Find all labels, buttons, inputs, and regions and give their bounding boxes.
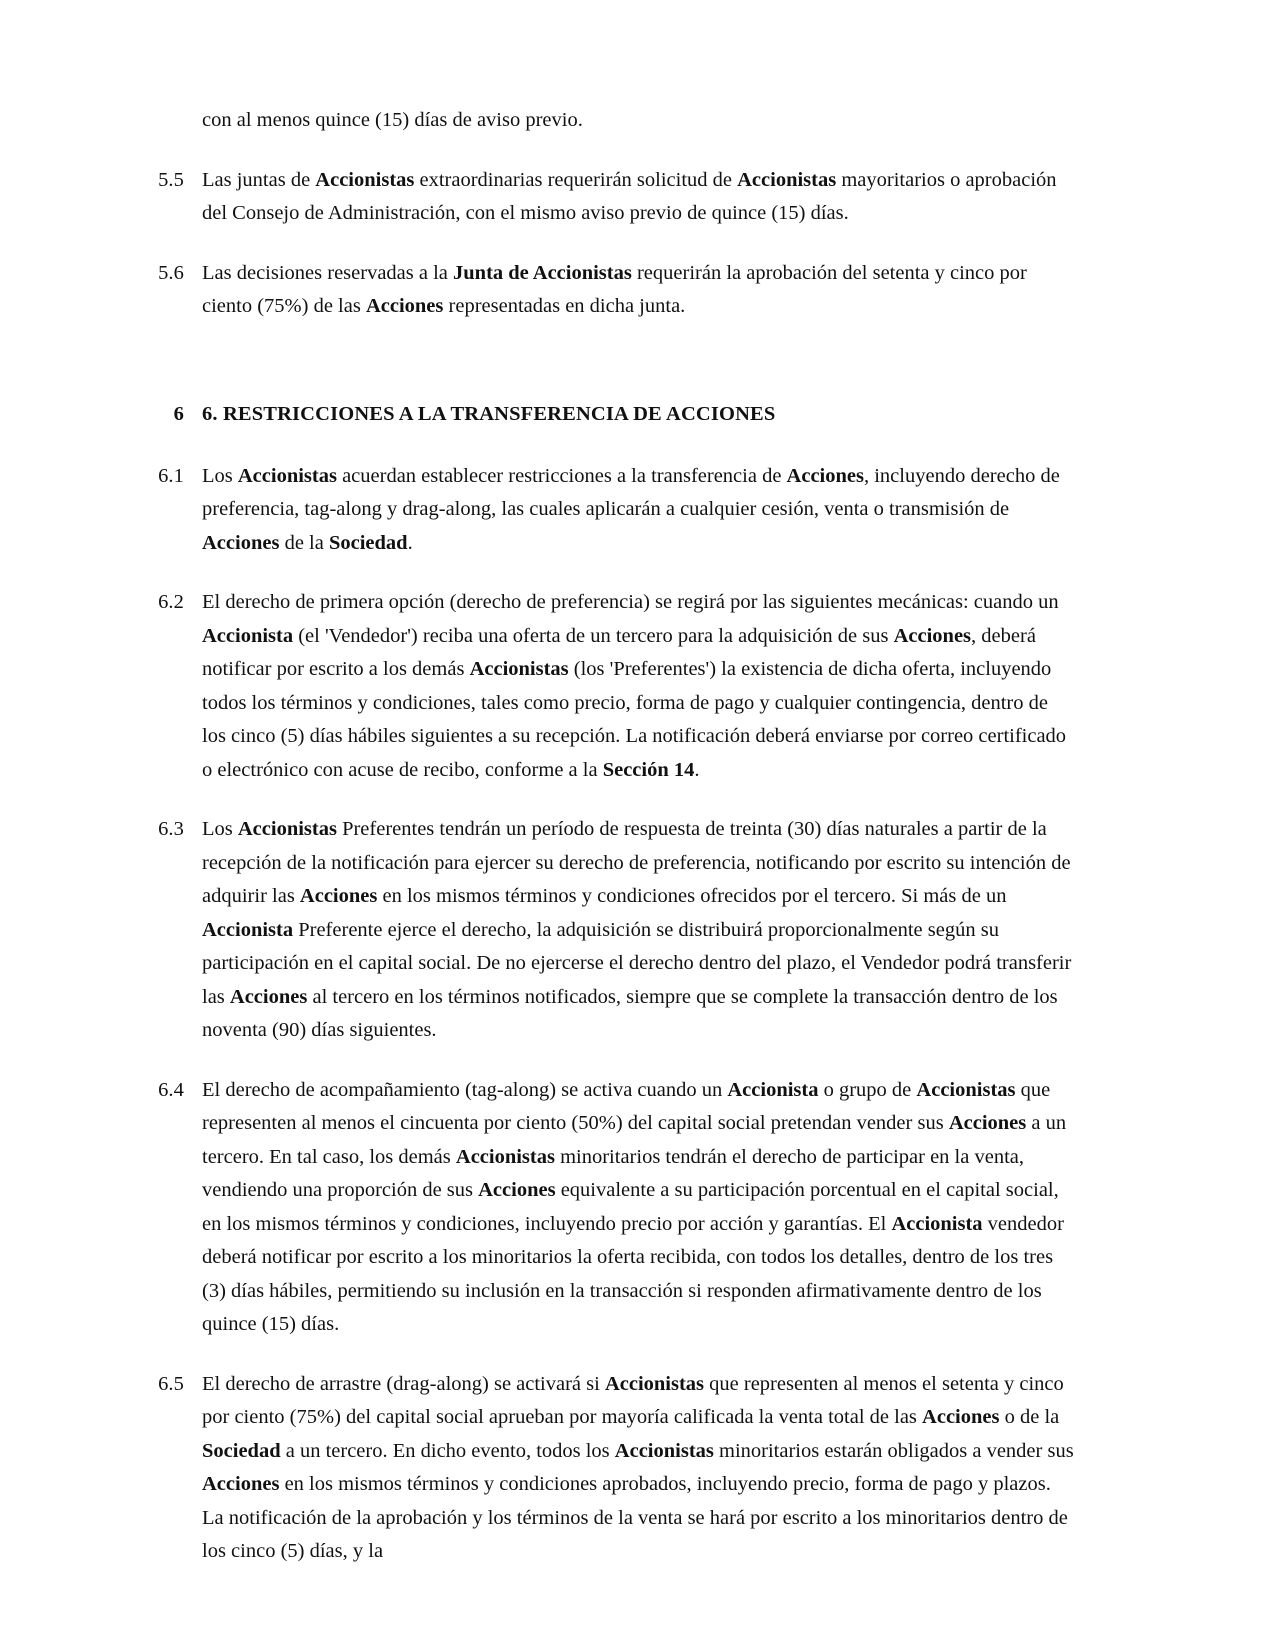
document-body [140, 104, 1075, 1569]
clause-5-5 [140, 164, 1075, 231]
emphasis-term: Accionista [202, 918, 294, 941]
clause-6-4 [140, 1074, 1075, 1342]
emphasis-term: Accionistas [315, 168, 415, 191]
body-text: en los mismos términos y condiciones aprobados, incluyendo precio, forma de pago y plazos. La notificación de la aprobación y los términos de la venta se hará por escrito a los minoritarios dentro de los cinco (5) días, y la [202, 1473, 1068, 1562]
body-text: (los 'Preferentes') la existencia de dicha oferta, incluyendo todos los términos y condiciones, tales como precio, forma de pago y cualquier contingencia, dentro de los cinco (5) días hábiles siguientes a su recepción. La notificación deberá enviarse por correo certificado o electrónico con acuse de recibo, conforme a la [202, 658, 1067, 781]
body-text: . [407, 531, 413, 554]
body-text: mayoritarios o aprobación del Consejo de Administración, con el mismo aviso previo de quince (15) días. [202, 168, 1057, 224]
emphasis-term: Acciones [299, 885, 378, 907]
emphasis-term: Sociedad [328, 531, 408, 554]
clause-text [184, 586, 1075, 787]
body-text: Los [202, 818, 238, 840]
clause-number: 6.5 [158, 1372, 184, 1395]
section-heading-title: 6. RESTRICCIONES A LA TRANSFERENCIA DE ACCIONES [202, 402, 776, 425]
clause-5-6 [140, 257, 1075, 324]
body-text: que representen al menos el setenta y cinco por ciento (75%) del capital social aprueban por mayoría calificada la venta total de las [202, 1372, 1064, 1428]
clause-number: 6.4 [158, 1078, 184, 1101]
body-text: El derecho de arrastre (drag-along) se activará si [202, 1372, 605, 1395]
emphasis-term: Acciones [893, 624, 972, 647]
emphasis-term: Accionistas [604, 1372, 705, 1395]
clause-6-1 [140, 460, 1075, 561]
emphasis-term: Acciones [786, 464, 864, 487]
emphasis-term: Acciones [202, 531, 280, 554]
continuation-paragraph [140, 104, 1075, 138]
clause-number: 6.2 [158, 591, 184, 613]
emphasis-term: Accionistas [237, 818, 337, 840]
body-text: extraordinarias requerirán solicitud de [414, 168, 738, 191]
clause-6-5 [140, 1368, 1075, 1569]
emphasis-term: Accionistas [455, 1145, 555, 1168]
body-text: o de la [999, 1406, 1060, 1428]
clause-text [184, 813, 1075, 1048]
clause-text [184, 1368, 1075, 1569]
clause-text [184, 257, 1075, 324]
section-heading-number: 6 [173, 402, 184, 425]
emphasis-term: Sociedad [202, 1439, 281, 1462]
body-text: al tercero en los términos notificados, siempre que se complete la transacción dentro de los noventa (90) días siguientes. [202, 985, 1058, 1041]
body-text: que representen al menos el cincuenta por ciento (50%) del capital social pretendan vender sus [202, 1078, 1051, 1134]
clause-number: 6.3 [158, 818, 184, 840]
body-text: El derecho de acompañamiento (tag-along) se activa cuando un [202, 1078, 728, 1101]
clause-number: 5.5 [158, 168, 184, 191]
body-text: o grupo de [818, 1078, 917, 1101]
body-text: Las decisiones reservadas a la [202, 261, 454, 284]
clause-number: 5.6 [158, 261, 184, 284]
emphasis-term: Acciones [948, 1112, 1027, 1134]
body-text: . [694, 758, 700, 781]
emphasis-term: Sección 14 [602, 758, 695, 781]
emphasis-term: Accionistas [237, 464, 337, 487]
clause-6-2 [140, 586, 1075, 787]
body-text: , deberá notificar por escrito a los demás [202, 624, 1036, 680]
emphasis-term: Acciones [922, 1406, 1000, 1428]
body-text: en los mismos términos y condiciones ofrecidos por el tercero. Si más de un [377, 885, 1007, 907]
body-text: , incluyendo derecho de preferencia, tag-along y drag-along, las cuales aplicarán a cualquier cesión, venta o transmisión de [202, 464, 1060, 520]
body-text: Preferentes tendrán un período de respuesta de treinta (30) días naturales a partir de la recepción de la notificación para ejercer su derecho de preferencia, notificando por escrito su intención de adquirir las [202, 818, 1071, 907]
emphasis-term: Acciones [229, 985, 308, 1008]
emphasis-term: Junta de Accionistas [453, 261, 632, 284]
body-text: equivalente a su participación porcentual en el capital social, en los mismos términos y condiciones, incluyendo precio por acción y garantías. El [202, 1179, 1059, 1235]
emphasis-term: Accionistas [737, 168, 837, 191]
body-text: Los [202, 464, 238, 487]
body-text: a un tercero. En dicho evento, todos los [280, 1439, 615, 1462]
body-text: El derecho de primera opción (derecho de preferencia) se regirá por las siguientes mecánicas: cuando un [202, 591, 1059, 613]
emphasis-term: Accionistas [614, 1439, 714, 1462]
emphasis-term: Accionistas [469, 658, 569, 680]
emphasis-term: Accionista [727, 1078, 819, 1101]
body-text: representadas en dicha junta. [443, 295, 686, 317]
body-text: Preferente ejerce el derecho, la adquisición se distribuirá proporcionalmente según su participación en el capital social. De no ejercerse el derecho dentro del plazo, el Vendedor podrá transferir las [202, 918, 1072, 1008]
body-text: Las juntas de [202, 168, 316, 191]
body-text: minoritarios estarán obligados a vender sus [713, 1439, 1074, 1462]
body-text: acuerdan establecer restricciones a la transferencia de [336, 464, 787, 487]
body-text: (el 'Vendedor') reciba una oferta de un tercero para la adquisición de sus [293, 624, 894, 647]
emphasis-term: Accionistas [916, 1078, 1016, 1101]
clause-text [184, 1074, 1075, 1342]
emphasis-term: Acciones [478, 1179, 556, 1201]
body-text: de la [279, 531, 329, 554]
body-text: vendedor deberá notificar por escrito a los minoritarios la oferta recibida, con todos los detalles, dentro de los tres (3) días hábiles, permitiendo su inclusión en la transacción si responden afirmativamente dentro de los quince (15) días. [202, 1212, 1064, 1335]
body-text: requerirán la aprobación del setenta y cinco por ciento (75%) de las [202, 261, 1027, 317]
clause-number: 6.1 [158, 464, 184, 487]
clause-text [184, 164, 1075, 231]
emphasis-term: Accionista [202, 624, 294, 647]
section-heading-6 [140, 398, 1075, 430]
continuation-text: con al menos quince (15) días de aviso previo. [202, 109, 583, 131]
emphasis-term: Acciones [202, 1473, 280, 1495]
body-text: minoritarios tendrán el derecho de participar en la venta, vendiendo una proporción de sus [202, 1145, 1024, 1201]
body-text: a un tercero. En tal caso, los demás [202, 1112, 1067, 1168]
emphasis-term: Accionista [891, 1212, 983, 1235]
clause-text [184, 460, 1075, 561]
emphasis-term: Acciones [365, 295, 444, 317]
clause-6-3 [140, 813, 1075, 1048]
